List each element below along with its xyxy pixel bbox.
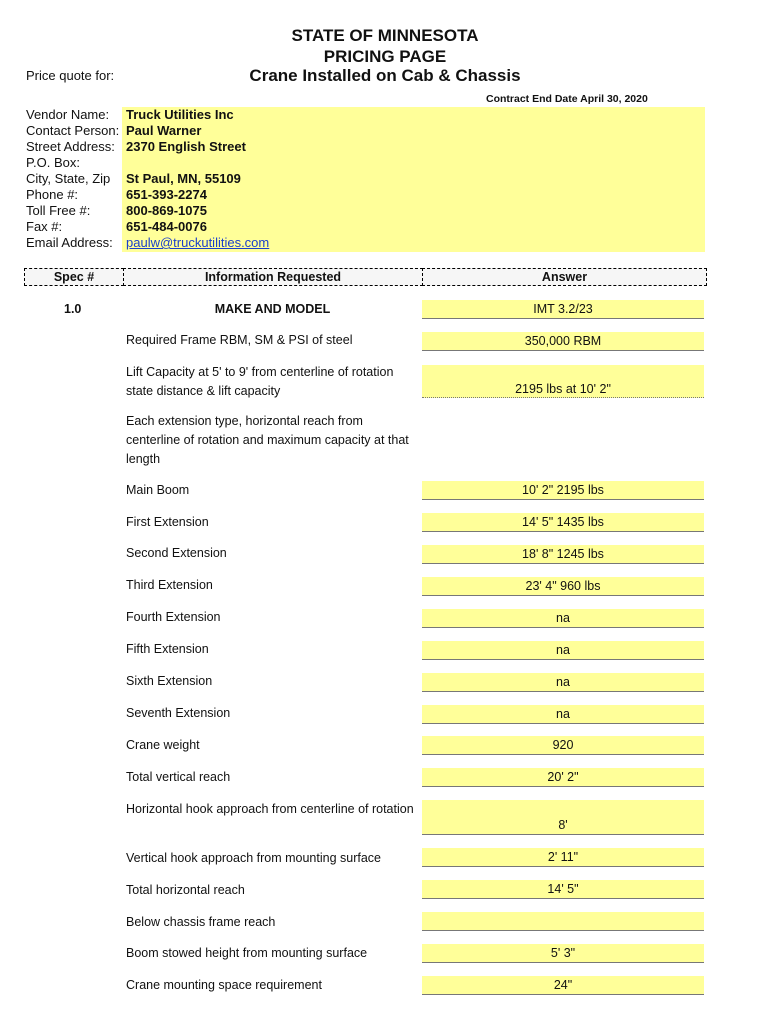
answer-below-chassis: [422, 912, 704, 931]
tollfree-value: 800-869-1075: [126, 203, 207, 218]
phone-value: 651-393-2274: [126, 187, 207, 202]
question-second-extension: Second Extension: [126, 546, 227, 560]
question-total-horizontal-reach: Total horizontal reach: [126, 883, 245, 897]
street-value: 2370 English Street: [126, 139, 246, 154]
question-vertical-hook: Vertical hook approach from mounting surface: [126, 851, 381, 865]
question-mounting-space: Crane mounting space requirement: [126, 978, 322, 992]
question-boom-stowed-height: Boom stowed height from mounting surface: [126, 946, 368, 960]
city-label: City, State, Zip: [26, 171, 111, 186]
question-lift-capacity: Lift Capacity at 5' to 9' from centerline of rotation state distance & lift capacity: [126, 365, 394, 398]
answer-horizontal-hook: 8': [422, 800, 704, 835]
email-link[interactable]: paulw@truckutilities.com: [126, 235, 270, 250]
answer-fifth-extension: na: [422, 641, 704, 660]
question-third-extension: Third Extension: [126, 578, 213, 592]
question-main-boom: Main Boom: [126, 483, 190, 497]
answer-main-boom: 10' 2" 2195 lbs: [422, 481, 704, 500]
pobox-label: P.O. Box:: [26, 155, 80, 170]
answer-sixth-extension: na: [422, 673, 704, 692]
question-sixth-extension: Sixth Extension: [126, 674, 213, 688]
tollfree-label: Toll Free #:: [26, 203, 91, 218]
answer-total-horizontal-reach: 14' 5": [422, 880, 704, 899]
answer-total-vertical-reach: 20' 2": [422, 768, 704, 787]
answer-vertical-hook: 2' 11": [422, 848, 704, 867]
header-information: Information Requested: [123, 268, 423, 286]
answer-fourth-extension: na: [422, 609, 704, 628]
city-value: St Paul, MN, 55109: [126, 171, 241, 186]
answer-make-model: IMT 3.2/23: [422, 300, 704, 319]
title-crane: Crane Installed on Cab & Chassis: [249, 66, 521, 85]
answer-second-extension: 18' 8" 1245 lbs: [422, 545, 704, 564]
header-answer: Answer: [422, 268, 707, 286]
answer-crane-weight: 920: [422, 736, 704, 755]
title-pricing-page: PRICING PAGE: [323, 47, 447, 66]
answer-third-extension: 23' 4" 960 lbs: [422, 577, 704, 596]
question-horizontal-hook: Horizontal hook approach from centerline of rotation: [126, 802, 414, 816]
vendor-label: Vendor Name:: [26, 107, 110, 122]
fax-value: 651-484-0076: [126, 219, 207, 234]
answer-first-extension: 14' 5" 1435 lbs: [422, 513, 704, 532]
email-label: Email Address:: [26, 235, 113, 250]
question-make-model: MAKE AND MODEL: [214, 302, 331, 316]
contact-label: Contact Person:: [26, 123, 120, 138]
header-spec: Spec #: [24, 268, 124, 286]
question-below-chassis: Below chassis frame reach: [126, 915, 276, 929]
answer-lift-capacity: 2195 lbs at 10' 2": [422, 365, 704, 398]
answer-frame-rbm: 350,000 RBM: [422, 332, 704, 351]
fax-label: Fax #:: [26, 219, 63, 234]
spec-number: 1.0: [64, 302, 82, 316]
question-frame-rbm: Required Frame RBM, SM & PSI of steel: [126, 333, 353, 347]
question-crane-weight: Crane weight: [126, 738, 200, 752]
question-fifth-extension: Fifth Extension: [126, 642, 209, 656]
answer-mounting-space: 24": [422, 976, 704, 995]
question-total-vertical-reach: Total vertical reach: [126, 770, 231, 784]
contract-end-date: Contract End Date April 30, 2020: [486, 93, 648, 105]
contact-value: Paul Warner: [126, 123, 202, 138]
question-first-extension: First Extension: [126, 515, 209, 529]
question-seventh-extension: Seventh Extension: [126, 706, 231, 720]
question-fourth-extension: Fourth Extension: [126, 610, 221, 624]
price-quote-label: Price quote for:: [26, 68, 115, 83]
title-state: STATE OF MINNESOTA: [291, 26, 479, 45]
vendor-name-value: Truck Utilities Inc: [126, 107, 234, 122]
question-extension-type: Each extension type, horizontal reach from centerline of rotation and maximum capacity at that length: [126, 414, 409, 466]
phone-label: Phone #:: [26, 187, 79, 202]
answer-seventh-extension: na: [422, 705, 704, 724]
answer-boom-stowed-height: 5' 3": [422, 944, 704, 963]
street-label: Street Address:: [26, 139, 115, 154]
